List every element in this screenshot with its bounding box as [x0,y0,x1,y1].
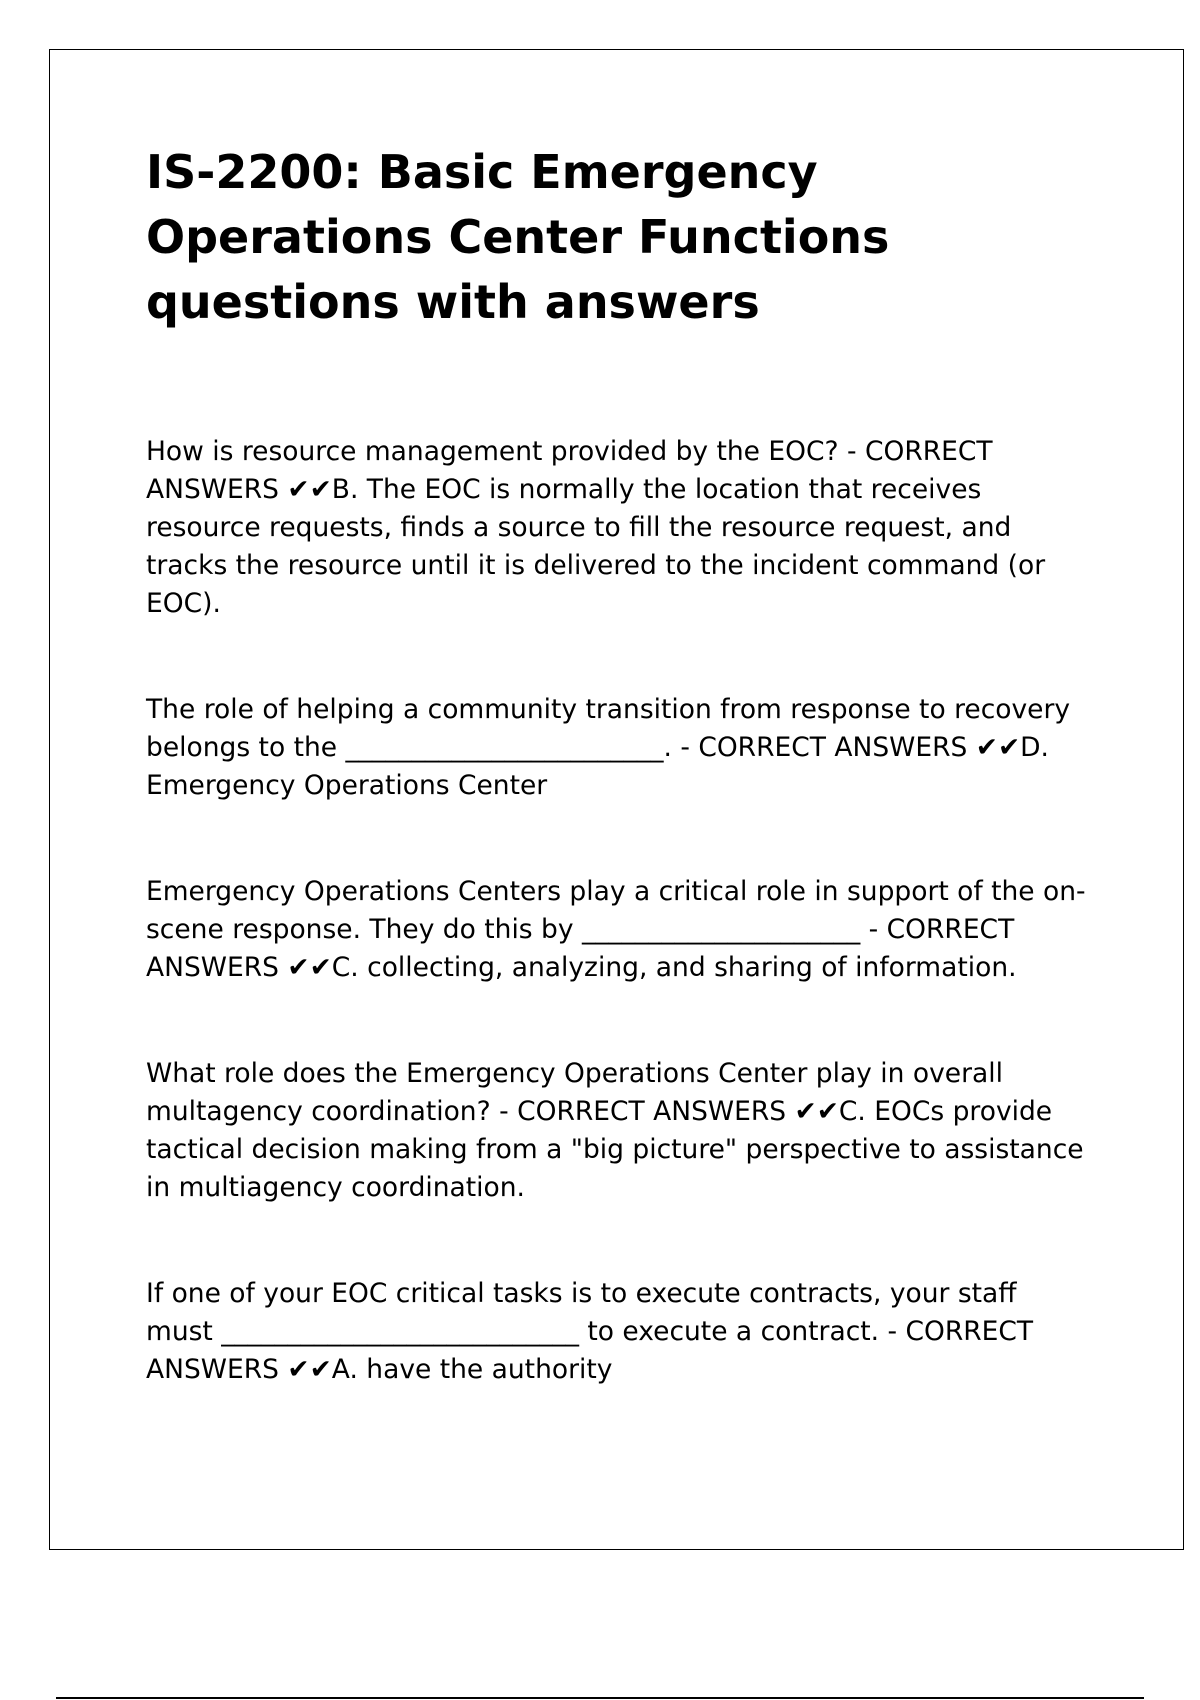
document-content [146,140,1086,1457]
footer-rule [56,1697,1144,1699]
qa-item-1: How is resource management provided by the EOC? - CORRECT ANSWERS ✔✔B. The EOC is normally the location that receives resource requests, finds a source to fill the resource request, and tracks the resource until it is delivered to the incident command (or EOC). [146,436,1046,619]
qa-item-3: Emergency Operations Centers play a critical role in support of the on-scene response. They do this by _____________________ - CORRECT ANSWERS ✔✔C. collecting, analyzing, and sharing of information. [146,876,1086,983]
qa-item-2: The role of helping a community transition from response to recovery belongs to the ________________________. - CORRECT ANSWERS ✔✔D. Emergency Operations Center [146,694,1071,801]
qa-item-4: What role does the Emergency Operations Center play in overall multagency coordination? - CORRECT ANSWERS ✔✔C. EOCs provide tactical decision making from a "big picture" perspective to assistance in multiagency coordination. [146,1058,1084,1203]
document-title: IS-2200: Basic Emergency Operations Center Functions questions with answers [146,145,890,329]
qa-item-5: If one of your EOC critical tasks is to execute contracts, your staff must ___________________________ to execute a contract. - CORRECT ANSWERS ✔✔A. have the authority [146,1278,1034,1385]
